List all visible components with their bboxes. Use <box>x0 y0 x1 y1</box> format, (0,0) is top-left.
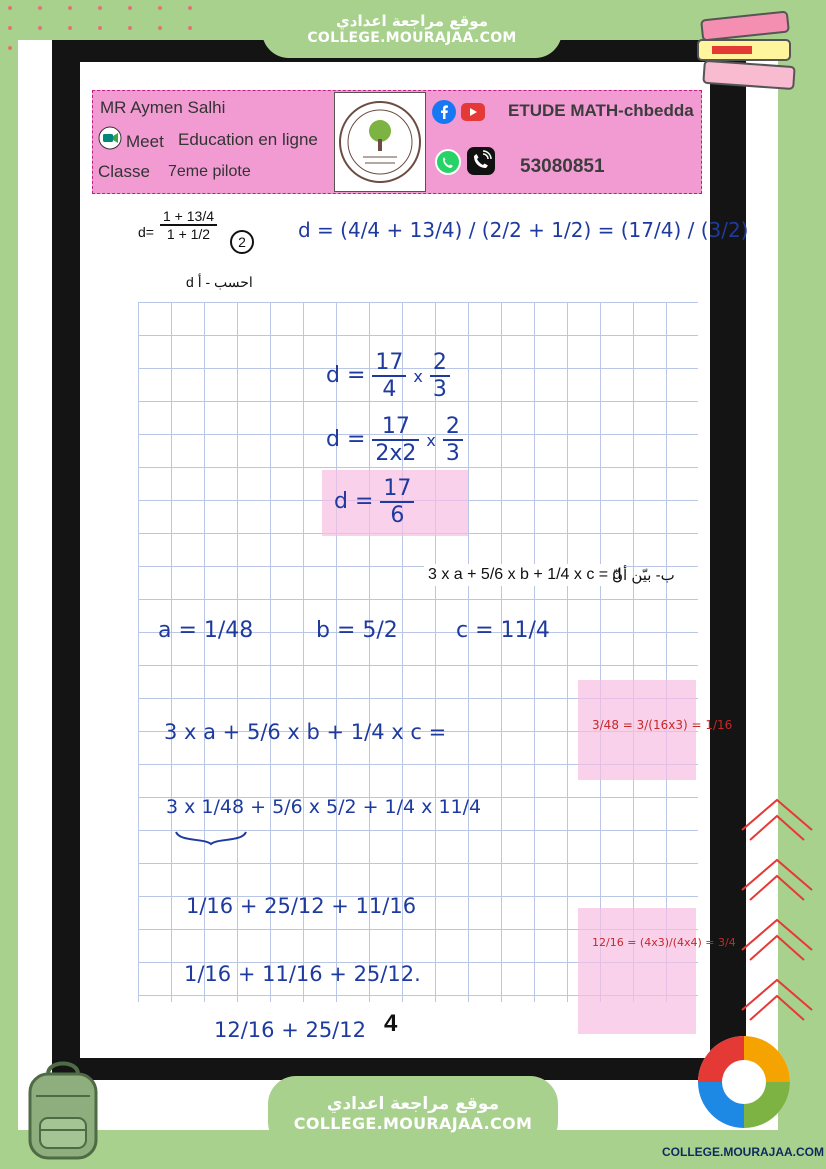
solution-step-1: d = (4/4 + 13/4) / (2/2 + 1/2) = (17/4) / (3/2) <box>298 218 749 242</box>
solution-line-2: 3 x 1/48 + 5/6 x 5/2 + 1/4 x 11/4 <box>166 796 482 818</box>
youtube-icon[interactable] <box>460 100 486 124</box>
phone-icon[interactable] <box>466 146 496 176</box>
step-2-den-1: 4 <box>382 377 397 402</box>
step-3-den-2: 3 <box>445 441 460 466</box>
step-3-left: d = <box>326 427 366 452</box>
phone-number: 53080851 <box>520 156 605 177</box>
meet-label: Meet <box>126 132 164 151</box>
result-denominator: 6 <box>390 503 405 528</box>
value-c: c = 11/4 <box>456 618 550 643</box>
step-3-num-1: 17 <box>372 414 419 441</box>
d-definition-prefix: d= <box>138 224 154 240</box>
question-1: d احسب - أ <box>186 274 253 290</box>
solution-step-3 <box>326 414 463 466</box>
meet-text: Education en ligne <box>178 130 318 149</box>
d-definition-marker: 2 <box>230 230 254 254</box>
step-2-operator: x <box>413 367 423 386</box>
site-banner-top[interactable] <box>262 4 562 58</box>
chevron-up-icon <box>732 790 822 1050</box>
result-left: d = <box>334 489 374 514</box>
site-arabic-name: موقع مراجعة اعدادي <box>336 12 488 30</box>
result-numerator: 17 <box>380 476 414 503</box>
meet-icon <box>98 126 122 150</box>
side-note-1: 3/48 = 3/(16x3) = 1/16 <box>592 718 733 732</box>
step-2-num-2: 2 <box>430 350 450 377</box>
backpack-icon <box>10 1056 116 1164</box>
site-banner-bottom[interactable] <box>268 1076 558 1150</box>
question-2-text: ب- بيّن أنّ <box>612 567 675 584</box>
footer-arabic-name: موقع مراجعة اعدادي <box>326 1094 500 1114</box>
subjects-wheel-icon <box>694 1022 794 1142</box>
school-seal-logo <box>334 92 426 192</box>
solution-result <box>334 476 414 528</box>
teacher-name: MR Aymen Salhi <box>100 98 226 117</box>
question-2-formula: 3 x a + 5/6 x b + 1/4 x c = d <box>424 564 625 586</box>
value-a: a = 1/48 <box>158 618 254 643</box>
solution-line-4: 1/16 + 11/16 + 25/12. <box>184 962 421 986</box>
overlay-digit: 4 <box>384 1010 398 1037</box>
footer-url: COLLEGE.MOURAJAA.COM <box>293 1114 533 1133</box>
step-2-den-2: 3 <box>432 377 447 402</box>
d-definition-numerator: 1 + 13/4 <box>160 208 217 226</box>
side-note-2: 12/16 = (4x3)/(4x4) = 3/4 <box>592 936 736 949</box>
underbrace-mark <box>174 828 248 846</box>
channel-name: ETUDE MATH-chbedda <box>508 101 694 120</box>
facebook-icon[interactable] <box>432 100 456 124</box>
site-url: COLLEGE.MOURAJAA.COM <box>307 30 517 46</box>
step-2-left: d = <box>326 363 366 388</box>
d-definition-denominator: 1 + 1/2 <box>166 226 211 242</box>
solution-line-1: 3 x a + 5/6 x b + 1/4 x c = <box>164 720 447 744</box>
class-value: 7eme pilote <box>168 163 251 180</box>
books-icon <box>690 6 808 98</box>
wheel-caption: COLLEGE.MOURAJAA.COM <box>662 1145 824 1159</box>
side-note-box-2 <box>578 908 696 1034</box>
class-label: Classe <box>98 162 150 181</box>
solution-line-3: 1/16 + 25/12 + 11/16 <box>186 894 417 918</box>
step-3-den-1: 2x2 <box>375 441 417 466</box>
seal-icon <box>335 93 425 191</box>
step-3-operator: x <box>426 431 436 450</box>
step-2-num-1: 17 <box>372 350 406 377</box>
step-3-num-2: 2 <box>443 414 463 441</box>
whatsapp-icon[interactable] <box>434 148 462 176</box>
d-definition-fraction <box>160 208 217 242</box>
solution-line-5: 12/16 + 25/12 <box>214 1018 366 1042</box>
solution-step-2 <box>326 350 450 402</box>
value-b: b = 5/2 <box>316 618 398 643</box>
